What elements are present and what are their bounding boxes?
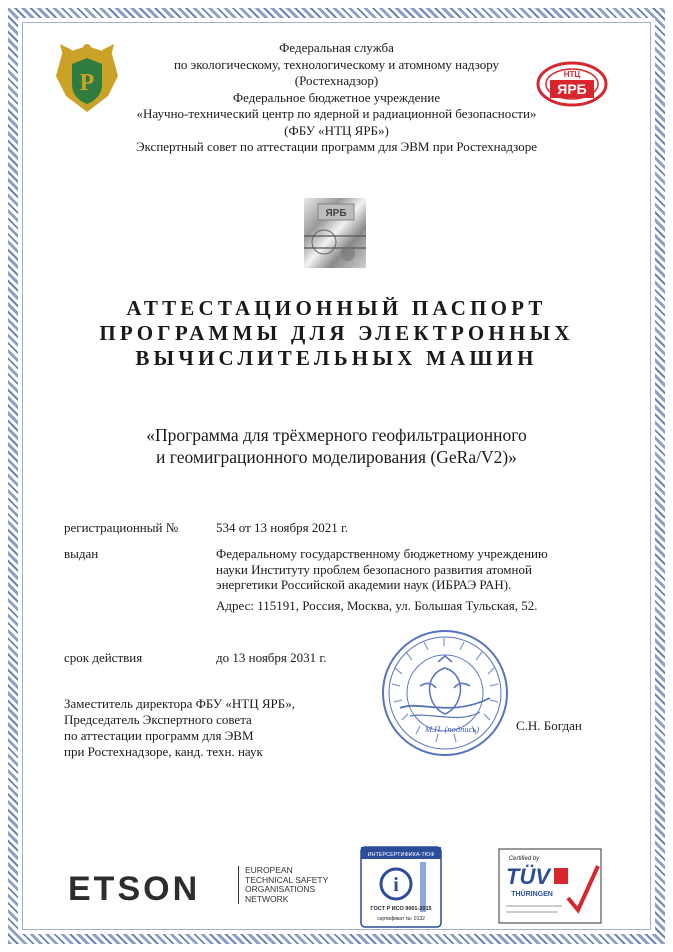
etson-sub-line: TECHNICAL SAFETY xyxy=(245,874,329,885)
document-title xyxy=(40,296,633,371)
issued-line: науки Институту проблем безопасного развития атомной xyxy=(216,561,532,577)
etson-wordmark: ETSON xyxy=(68,870,201,908)
title-line: АТТЕСТАЦИОННЫЙ ПАСПОРТ xyxy=(126,296,547,320)
etson-sub-line: EUROPEAN xyxy=(245,865,293,875)
program-name xyxy=(40,424,633,468)
ntc-yarb-logo-icon xyxy=(536,60,608,108)
svg-text:i: i xyxy=(393,874,399,896)
signatory-name: С.Н. Богдан xyxy=(516,718,582,733)
cert1-standard: ГОСТ Р ИСО 9001-2015 xyxy=(370,906,432,912)
iso-certification-icon xyxy=(360,846,442,928)
header-line: (ФБУ «НТЦ ЯРБ») xyxy=(284,122,389,138)
cert2-region: THÜRINGEN xyxy=(511,891,553,898)
logo-top-text: НТЦ xyxy=(563,70,581,79)
cert2-brand: TÜV xyxy=(506,864,550,889)
issued-line: Федеральному государственному бюджетному учреждению xyxy=(216,546,548,561)
issued-label: выдан xyxy=(64,546,99,561)
header-line: Федеральная служба xyxy=(279,40,394,55)
header-line: по экологическому, технологическому и атомному надзору xyxy=(173,56,500,72)
signatory-line: по аттестации программ для ЭВМ xyxy=(64,728,254,743)
signatory-line: при Ростехнадзоре, канд. техн. наук xyxy=(64,744,263,759)
hologram-text: ЯРБ xyxy=(325,208,347,219)
inner-border xyxy=(22,22,651,930)
signatory-line: Председатель Экспертного совета xyxy=(64,712,252,727)
svg-text:Р: Р xyxy=(79,70,95,96)
stamp-note: М.П. (подпись) xyxy=(424,724,480,734)
title-line: ВЫЧИСЛИТЕЛЬНЫХ МАШИН xyxy=(135,346,538,370)
etson-subtitle xyxy=(238,866,328,904)
official-stamp-icon xyxy=(380,628,510,758)
signatory-block xyxy=(64,696,295,760)
tuv-certification-icon xyxy=(498,848,602,924)
header-line: (Ростехнадзор) xyxy=(294,73,379,88)
validity-label: срок действия xyxy=(64,650,143,665)
cert1-number: сертификат №: 0132 xyxy=(377,916,425,922)
program-line: «Программа для трёхмерного геофильтрационного xyxy=(146,425,527,445)
signatory-line: Заместитель директора ФБУ «НТЦ ЯРБ», xyxy=(64,696,295,711)
issued-address: Адрес: 115191, Россия, Москва, ул. Большая Тульская, 52. xyxy=(216,597,538,613)
etson-sub-line: NETWORK xyxy=(245,893,289,904)
program-line: и геомиграционного моделирования (GeRa/V2)» xyxy=(156,447,517,467)
issued-to xyxy=(216,546,548,613)
header-line: «Научно-технический центр по ядерной и радиационной безопасности» xyxy=(136,106,537,121)
issued-line: энергетики Российской академии наук (ИБРАЭ РАН). xyxy=(216,577,512,592)
registration-value: 534 от 13 ноября 2021 г. xyxy=(216,520,349,535)
title-line: ПРОГРАММЫ ДЛЯ ЭЛЕКТРОННЫХ xyxy=(99,321,574,345)
etson-sub-line: ORGANISATIONS xyxy=(245,884,316,894)
header-line: Экспертный совет по аттестации программ для ЭВМ при Ростехнадзоре xyxy=(135,139,538,154)
validity-value: до 13 ноября 2031 г. xyxy=(216,650,327,665)
registration-label: регистрационный № xyxy=(64,520,179,535)
issuer-header xyxy=(100,40,573,156)
logo-main-text: ЯРБ xyxy=(557,81,587,97)
etson-logo xyxy=(68,870,200,909)
header-line: Федеральное бюджетное учреждение xyxy=(232,89,441,105)
cert2-top-text: Certified by xyxy=(508,856,540,862)
hologram-sticker-icon xyxy=(304,198,366,268)
cert1-top-text: ИНТЕРСЕРТИФИКА-ТЮФ xyxy=(367,852,435,858)
